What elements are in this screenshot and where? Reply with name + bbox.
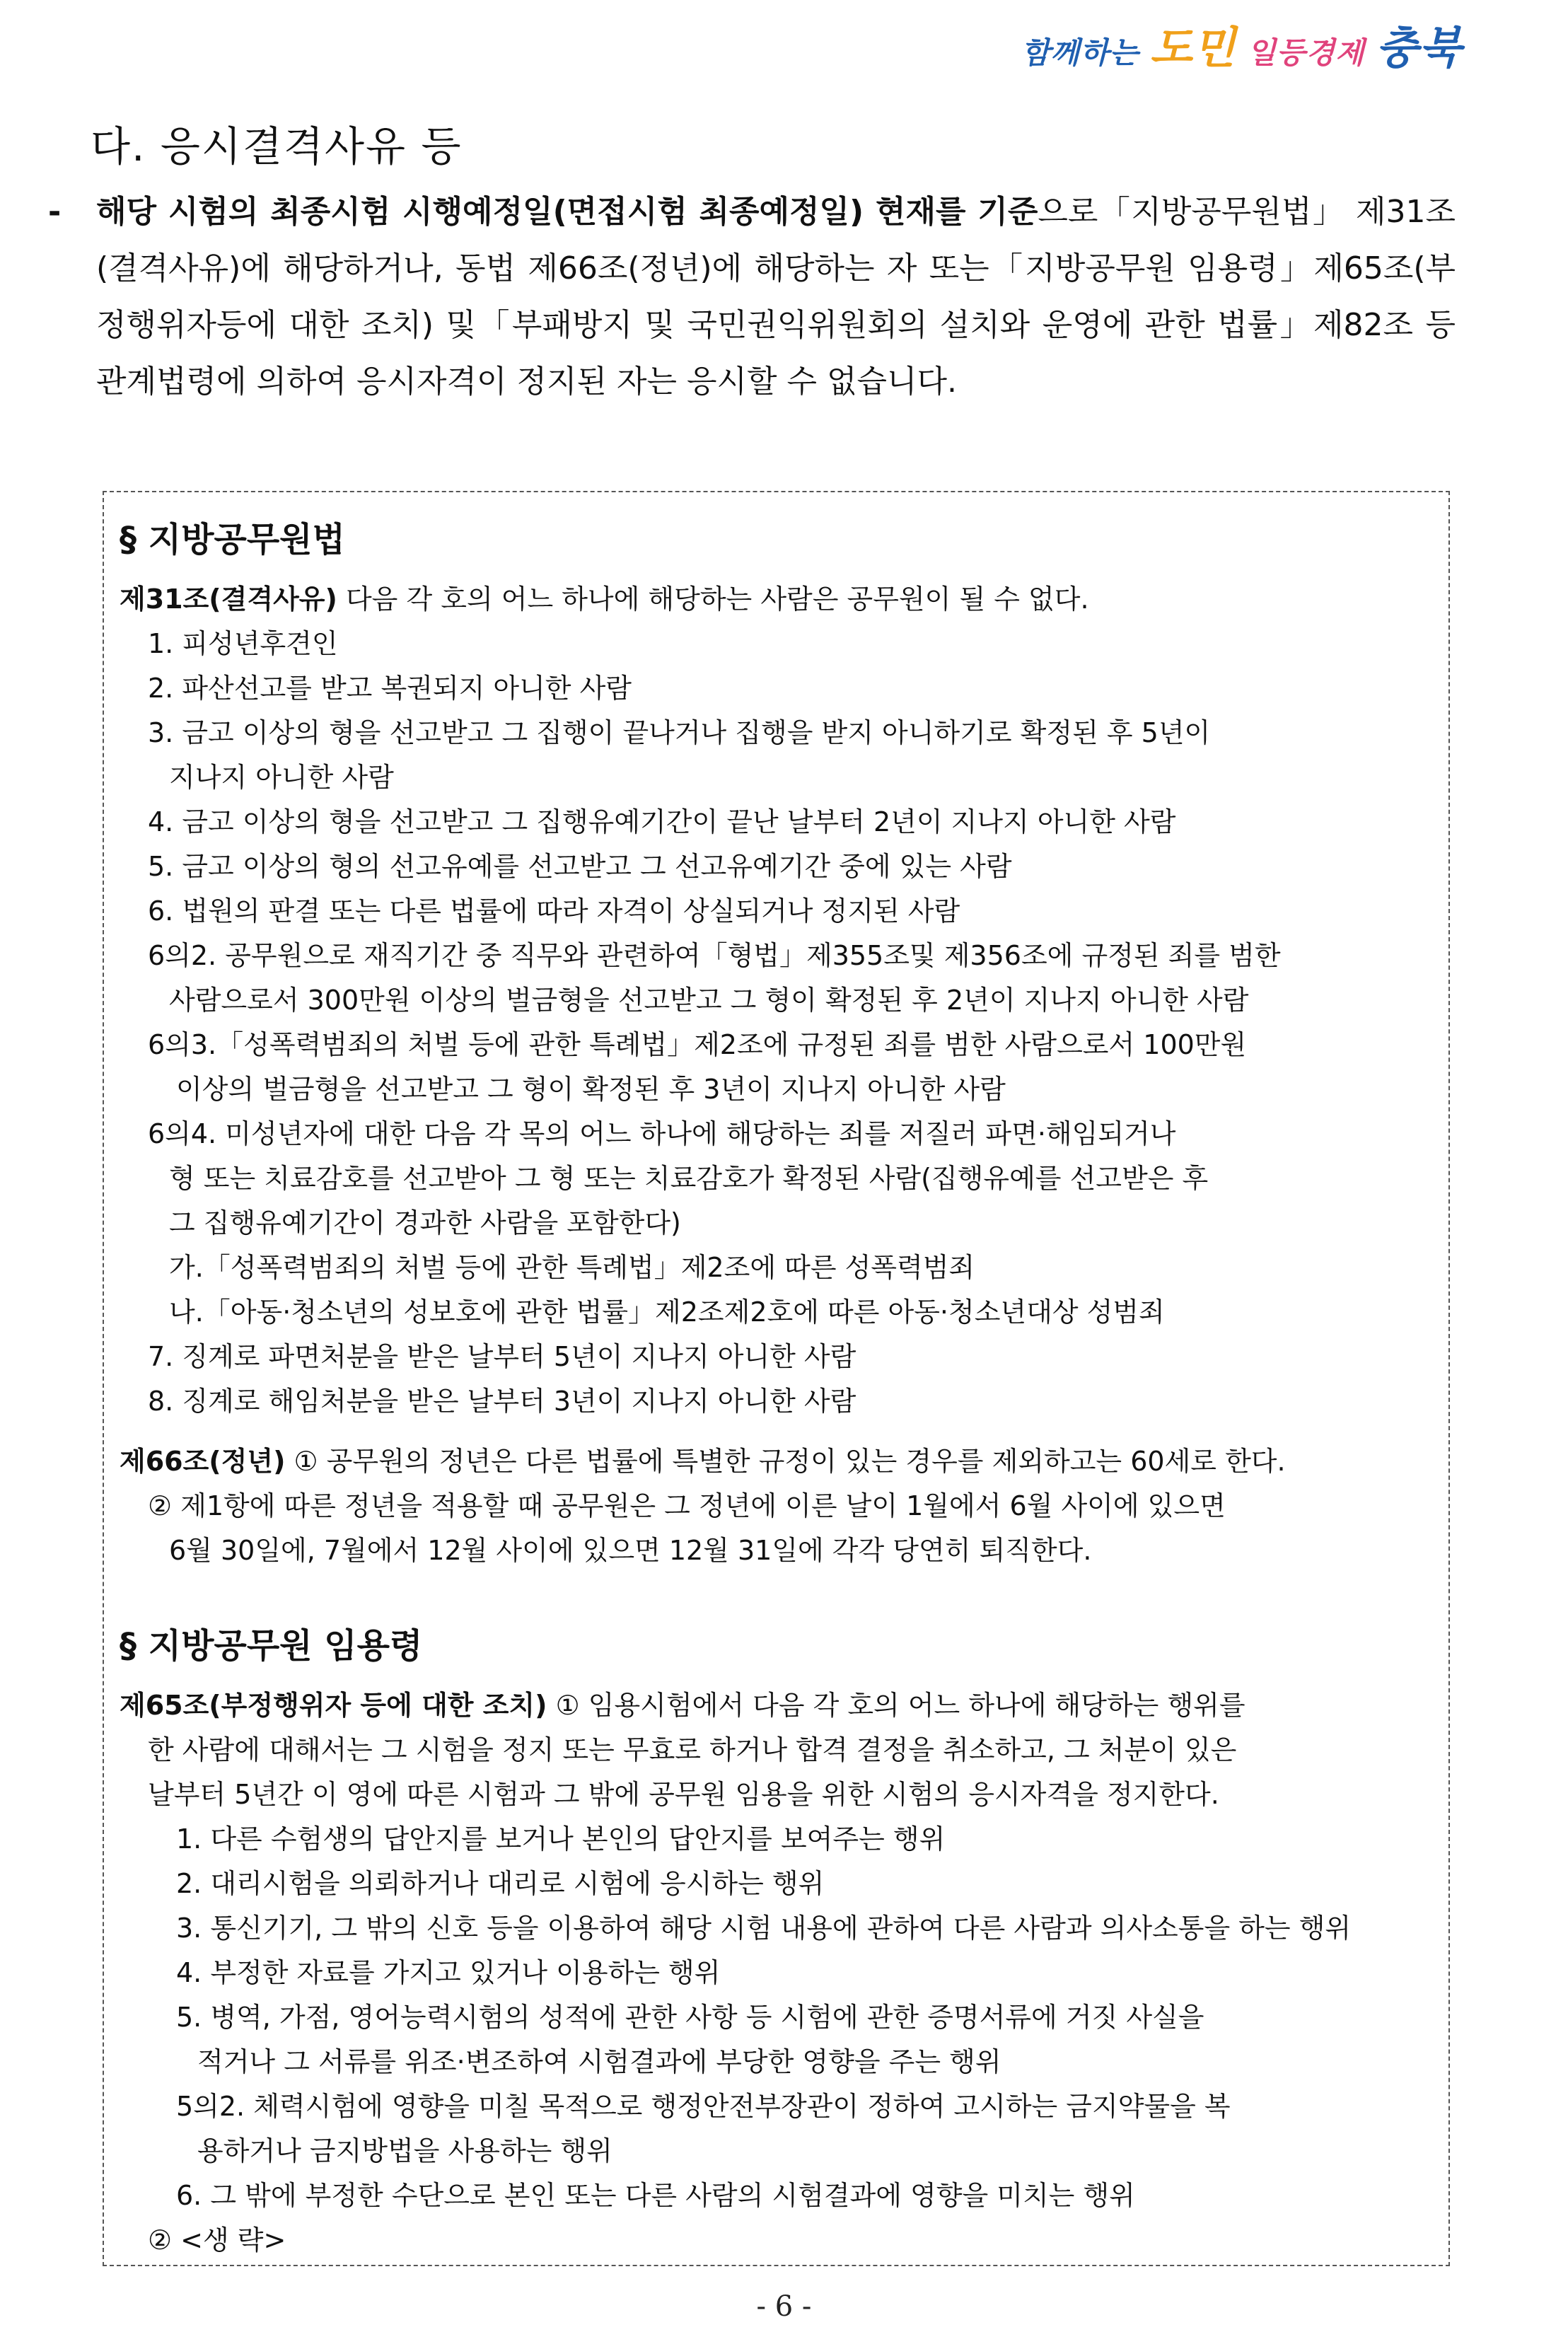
list-item: 한 사람에 대해서는 그 시험을 정지 또는 무효로 하거나 합격 결정을 취소하고, 그 처분이 있은 xyxy=(148,1734,1237,1765)
list-item: 사람으로서 300만원 이상의 벌금형을 선고받고 그 형이 확정된 후 2년이 지나지 아니한 사람 xyxy=(169,985,1249,1016)
list-item: 6의3.「성폭력범죄의 처벌 등에 관한 특례법」제2조에 규정된 죄를 범한 사람으로서 100만원 xyxy=(148,1029,1247,1060)
intro-text xyxy=(48,184,1456,410)
list-item: 6. 법원의 판결 또는 다른 법률에 따라 자격이 상실되거나 정지된 사람 xyxy=(148,895,960,927)
law-excerpt-box xyxy=(103,491,1450,2266)
list-item: ② 제1항에 따른 정년을 적용할 때 공무원은 그 정년에 이른 날이 1월에서 6월 사이에 있으면 xyxy=(148,1490,1226,1521)
list-item: 이상의 벌금형을 선고받고 그 형이 확정된 후 3년이 지나지 아니한 사람 xyxy=(176,1074,1006,1105)
section-heading: 다. 응시결격사유 등 xyxy=(91,122,463,170)
article-text: 다음 각 호의 어느 하나에 해당하는 사람은 공무원이 될 수 없다. xyxy=(337,584,1089,615)
header-slogan xyxy=(1021,13,1462,76)
spacer xyxy=(120,1573,1429,1614)
law-excerpt-content xyxy=(120,508,1429,2263)
list-item: 3. 통신기기, 그 밖의 신호 등을 이용하여 해당 시험 내용에 관하여 다른 사람과 의사소통을 하는 행위 xyxy=(176,1913,1352,1944)
list-item: 용하거나 금지방법을 사용하는 행위 xyxy=(197,2135,612,2166)
article-31 xyxy=(120,577,1429,622)
list-item: 가.「성폭력범죄의 처벌 등에 관한 특례법」제2조에 따른 성폭력범죄 xyxy=(169,1252,975,1283)
list-item: 7. 징계로 파면처분을 받은 날부터 5년이 지나지 아니한 사람 xyxy=(148,1341,856,1372)
law-title: § 지방공무원 임용령 xyxy=(120,1626,423,1666)
article-label: 제31조(결격사유) xyxy=(120,584,337,615)
list-item: 날부터 5년간 이 영에 따른 시험과 그 밖에 공무원 임용을 위한 시험의 응시자격을 정지한다. xyxy=(148,1779,1219,1810)
list-item: 2. 파산선고를 받고 복권되지 아니한 사람 xyxy=(148,673,632,704)
list-item: 8. 징계로 해임처분을 받은 날부터 3년이 지나지 아니한 사람 xyxy=(148,1386,856,1417)
intro-bold: 해당 시험의 최종시험 시행예정일(면접시험 최종예정일) 현재를 기준 xyxy=(96,194,1038,230)
list-item: 3. 금고 이상의 형을 선고받고 그 집행이 끝나거나 집행을 받지 아니하기로 확정된 후 5년이 xyxy=(148,717,1211,748)
list-item: 지나지 아니한 사람 xyxy=(169,762,394,793)
article-text: ① 임용시험에서 다음 각 호의 어느 하나에 해당하는 행위를 xyxy=(547,1690,1245,1721)
list-item: 2. 대리시험을 의뢰하거나 대리로 시험에 응시하는 행위 xyxy=(176,1868,825,1899)
list-item: 5의2. 체력시험에 영향을 미칠 목적으로 행정안전부장관이 정하여 고시하는 금지약물을 복 xyxy=(176,2091,1231,2122)
list-item: 그 집행유예기간이 경과한 사람을 포함한다) xyxy=(169,1207,681,1238)
spacer xyxy=(120,1424,1429,1439)
list-item: 1. 피성년후견인 xyxy=(148,628,338,659)
list-item: 4. 부정한 자료를 가지고 있거나 이용하는 행위 xyxy=(176,1957,721,1988)
slogan-part: 충북 xyxy=(1376,22,1462,74)
article-65 xyxy=(120,1683,1429,1728)
slogan-part: 일등경제 xyxy=(1236,35,1376,70)
list-item: 적거나 그 서류를 위조·변조하여 시험결과에 부당한 영향을 주는 행위 xyxy=(197,2046,1001,2077)
list-item: 6월 30일에, 7월에서 12월 사이에 있으면 12월 31일에 각각 당연히 퇴직한다. xyxy=(169,1535,1092,1566)
list-item: 1. 다른 수험생의 답안지를 보거나 본인의 답안지를 보여주는 행위 xyxy=(176,1823,946,1855)
bullet-dash: - xyxy=(48,194,62,230)
list-item: 6의2. 공무원으로 재직기간 중 직무와 관련하여「형법」제355조및 제356조에 규정된 죄를 범한 xyxy=(148,940,1281,971)
list-item: 4. 금고 이상의 형을 선고받고 그 집행유예기간이 끝난 날부터 2년이 지나지 아니한 사람 xyxy=(148,806,1176,837)
list-item: 6. 그 밖에 부정한 수단으로 본인 또는 다른 사람의 시험결과에 영향을 미치는 행위 xyxy=(176,2180,1135,2211)
slogan-part: 함께하는 xyxy=(1021,35,1150,70)
slogan-part: 도민 xyxy=(1149,22,1236,74)
intro-rest: 으로「지방공무원법」 제31조(결격사유)에 해당하거나, 동법 제66조(정년)에 해당하는 자 또는「지방공무원 임용령」제65조(부정행위자등에 대한 조치) 및「부패방지 및 국민권익위원회의 설치와 운영에 관한 법률」제82조 등 관계법령에 의하여 응시자격이 정지된 자는 응시할 수 없습니다. xyxy=(96,194,1456,400)
article-label: 제65조(부정행위자 등에 대한 조치) xyxy=(120,1690,547,1721)
law-title: § 지방공무원법 xyxy=(120,520,345,559)
article-label: 제66조(정년) xyxy=(120,1446,286,1477)
list-item: ② <생 략> xyxy=(148,2224,286,2256)
list-item: 형 또는 치료감호를 선고받아 그 형 또는 치료감호가 확정된 사람(집행유예를 선고받은 후 xyxy=(169,1163,1209,1194)
article-66 xyxy=(120,1439,1429,1484)
list-item: 5. 금고 이상의 형의 선고유예를 선고받고 그 선고유예기간 중에 있는 사람 xyxy=(148,851,1012,882)
intro-paragraph xyxy=(48,184,1456,410)
list-item: 6의4. 미성년자에 대한 다음 각 목의 어느 하나에 해당하는 죄를 저질러 파면·해임되거나 xyxy=(148,1118,1176,1149)
list-item: 나.「아동·청소년의 성보호에 관한 법률」제2조제2호에 따른 아동·청소년대상 성범죄 xyxy=(169,1296,1165,1328)
page-number: - 6 - xyxy=(756,2290,812,2323)
article-text: ① 공무원의 정년은 다른 법률에 특별한 규정이 있는 경우를 제외하고는 60세로 한다. xyxy=(285,1446,1286,1477)
list-item: 5. 병역, 가점, 영어능력시험의 성적에 관한 사항 등 시험에 관한 증명서류에 거짓 사실을 xyxy=(176,2002,1204,2033)
